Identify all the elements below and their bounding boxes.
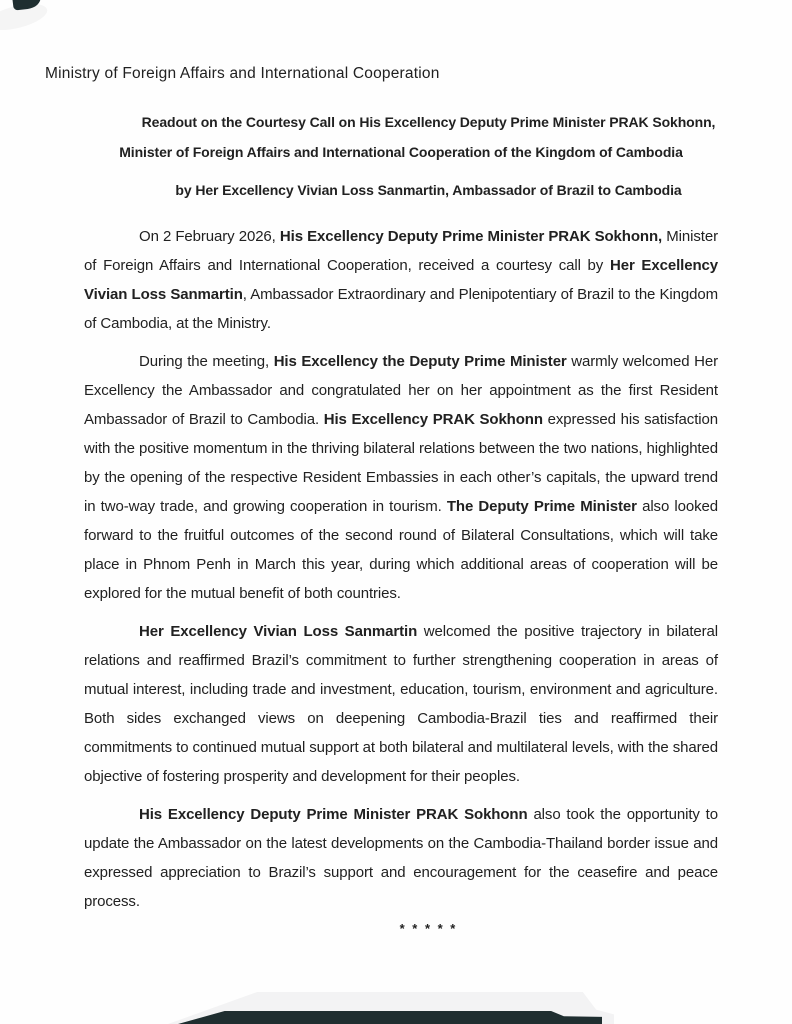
body-text: also took the opportunity to update the Ambassador on the latest developments on the Cambodia-Thailand border issue and expressed appreciation to Brazil’s support and encouragement for the ceasefire and peace process. xyxy=(84,806,718,910)
emphasized-text: The Deputy Prime Minister xyxy=(446,498,637,515)
body-text: expressed his satisfaction with the positive momentum in the thriving bilateral relations between the two nations, highlighted by the opening of the respective Resident Embassies in each other’s capitals, the upward trend in two-way trade, and growing cooperation in tourism. xyxy=(84,411,718,515)
emphasized-text: His Excellency PRAK Sokhonn xyxy=(323,411,543,428)
emphasized-text: Her Excellency Vivian Loss Sanmartin xyxy=(139,623,418,640)
emphasized-text: His Excellency Deputy Prime Minister PRAK Sokhonn, xyxy=(279,228,663,245)
paragraph-4 xyxy=(84,800,718,916)
body-text: Minister of Foreign Affairs and International Cooperation, received a courtesy call by xyxy=(84,228,718,274)
body-text: welcomed the positive trajectory in bilateral relations and reaffirmed Brazil’s commitment to further strengthening cooperation in areas of mutual interest, including trade and investment, education, tourism, environment and agriculture. Both sides exchanged views on deepening Cambodia-Brazil ties and reaffirmed their commitments to continued mutual support at both bilateral and multilateral levels, with the shared objective of fostering prosperity and development for their peoples. xyxy=(84,623,718,785)
emphasized-text: His Excellency the Deputy Prime Minister xyxy=(273,353,567,370)
title-line-1: Readout on the Courtesy Call on His Excellency Deputy Prime Minister PRAK Sokhonn, xyxy=(141,114,716,130)
scan-artifact-bottom-bar xyxy=(178,1011,602,1024)
body-text: also looked forward to the fruitful outcomes of the second round of Bilateral Consultations, which will take place in Phnom Penh in March this year, during which additional areas of cooperation will be explored for the mutual benefit of both countries. xyxy=(84,498,718,602)
paragraph-1 xyxy=(84,222,718,338)
body-text: warmly welcomed Her Excellency the Ambassador and congratulated her on her appointment as the first Resident Ambassador of Brazil to Cambodia. xyxy=(84,353,719,428)
document-body xyxy=(84,222,718,925)
body-text: During the meeting, xyxy=(139,353,274,370)
title-line-3: by Her Excellency Vivian Loss Sanmartin, Ambassador of Brazil to Cambodia xyxy=(175,182,682,198)
emphasized-text: His Excellency Deputy Prime Minister PRAK Sokhonn xyxy=(139,806,528,823)
paragraph-2 xyxy=(84,347,718,608)
ministry-name-header: Ministry of Foreign Affairs and International Cooperation xyxy=(45,65,440,82)
document-title xyxy=(84,107,718,205)
title-line-2: Minister of Foreign Affairs and International Cooperation of the Kingdom of Cambodia xyxy=(119,144,683,160)
body-text: , Ambassador Extraordinary and Plenipotentiary of Brazil to the Kingdom of Cambodia, at the Ministry. xyxy=(84,286,719,332)
body-text: On 2 February 2026, xyxy=(139,228,280,245)
emphasized-text: Her Excellency Vivian Loss Sanmartin xyxy=(84,257,718,303)
paragraph-3 xyxy=(84,617,718,791)
end-of-document-stars: * * * * * xyxy=(399,921,458,936)
